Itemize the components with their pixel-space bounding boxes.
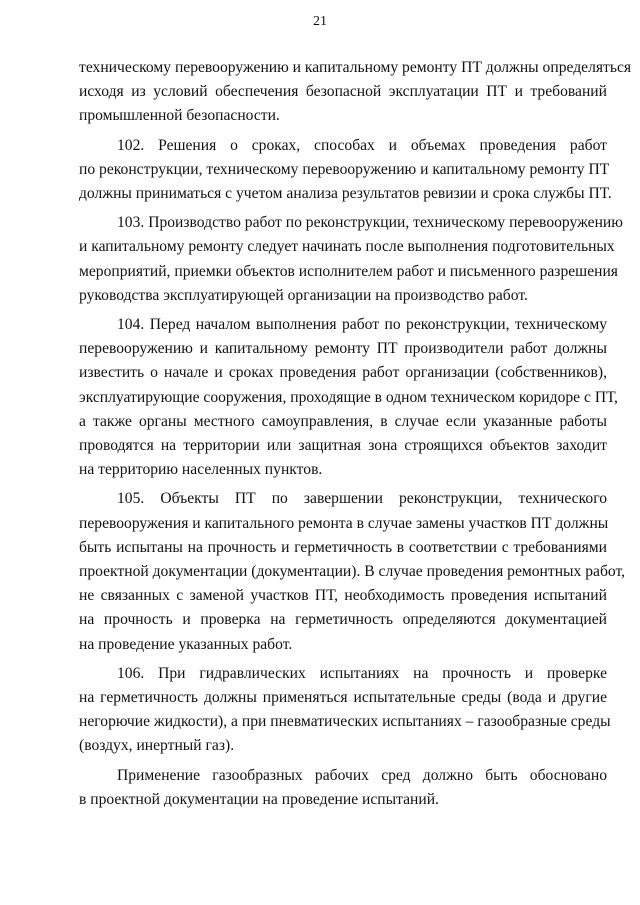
text-line: Применение газообразных рабочих сред должно быть обосновано [117,766,607,784]
text-line: а также органы местного самоуправления, в случае если указанные работы [79,412,607,430]
paragraph-continuation [79,56,632,129]
text-line: перевооружению и капитальному ремонту ПТ производители работ должны [79,340,607,358]
text-line: по реконструкции, техническому перевооружению и капитальному ремонту ПТ [79,160,610,178]
paragraph-gas-media [79,764,607,812]
text-line: 106. При гидравлических испытаниях на прочность и проверке [117,664,607,682]
text-line: на территорию населенных пунктов. [79,461,323,479]
text-line: 104. Перед началом выполнения работ по реконструкции, техническому [117,316,607,334]
text-line: (воздух, инертный газ). [79,737,235,755]
text-line: в проектной документации на проведение испытаний. [79,790,439,808]
text-line: перевооружения и капитального ремонта в случае замены участков ПТ должны [79,514,609,532]
text-line: промышленной безопасности. [79,107,280,125]
text-line: эксплуатирующие сооружения, проходящие в одном техническом коридоре с ПТ, [79,388,618,406]
text-line: на герметичность должны применяться испытательные среды (вода и другие [79,689,607,707]
text-line: проектной документации (документации). В случае проведения ремонтных работ, [79,563,626,581]
text-line: исходя из условий обеспечения безопасной эксплуатации ПТ и требований [79,83,607,101]
text-line: не связанных с заменой участков ПТ, необходимость проведения испытаний [79,587,607,605]
text-line: 105. Объекты ПТ по завершении реконструкции, технического [117,490,607,508]
paragraph-106 [79,662,611,759]
text-line: негорючие жидкости), а при пневматических испытаниях – газообразные среды [79,713,611,731]
text-line: 103. Производство работ по реконструкции, техническому перевооружению [117,214,623,232]
text-line: проводятся на территории или защитная зона строящихся объектов заходит [79,437,607,455]
text-line: и капитальному ремонту следует начинать после выполнения подготовительных [79,238,615,256]
text-line: руководства эксплуатирующей организации на производство работ. [79,286,528,304]
text-line: мероприятий, приемки объектов исполнителем работ и письменного разрешения [79,262,618,280]
paragraph-102 [79,134,612,207]
text-line: на проведение указанных работ. [79,635,293,653]
paragraph-103 [79,211,623,308]
document-body [79,56,632,817]
text-line: 102. Решения о сроках, способах и объемах проведения работ [117,136,607,154]
page-number: 21 [313,14,327,29]
paragraph-104 [79,313,618,482]
text-line: техническому перевооружению и капитальному ремонту ПТ должны определяться [79,59,632,76]
text-line: известить о начале и сроках проведения работ организации (собственников), [79,364,607,382]
text-line: быть испытаны на прочность и герметичность в соответствии с требованиями [79,538,607,556]
text-line: на прочность и проверка на герметичность определяются документацией [79,611,607,629]
paragraph-105 [79,487,626,656]
text-line: должны приниматься с учетом анализа результатов ревизии и срока службы ПТ. [79,185,612,203]
